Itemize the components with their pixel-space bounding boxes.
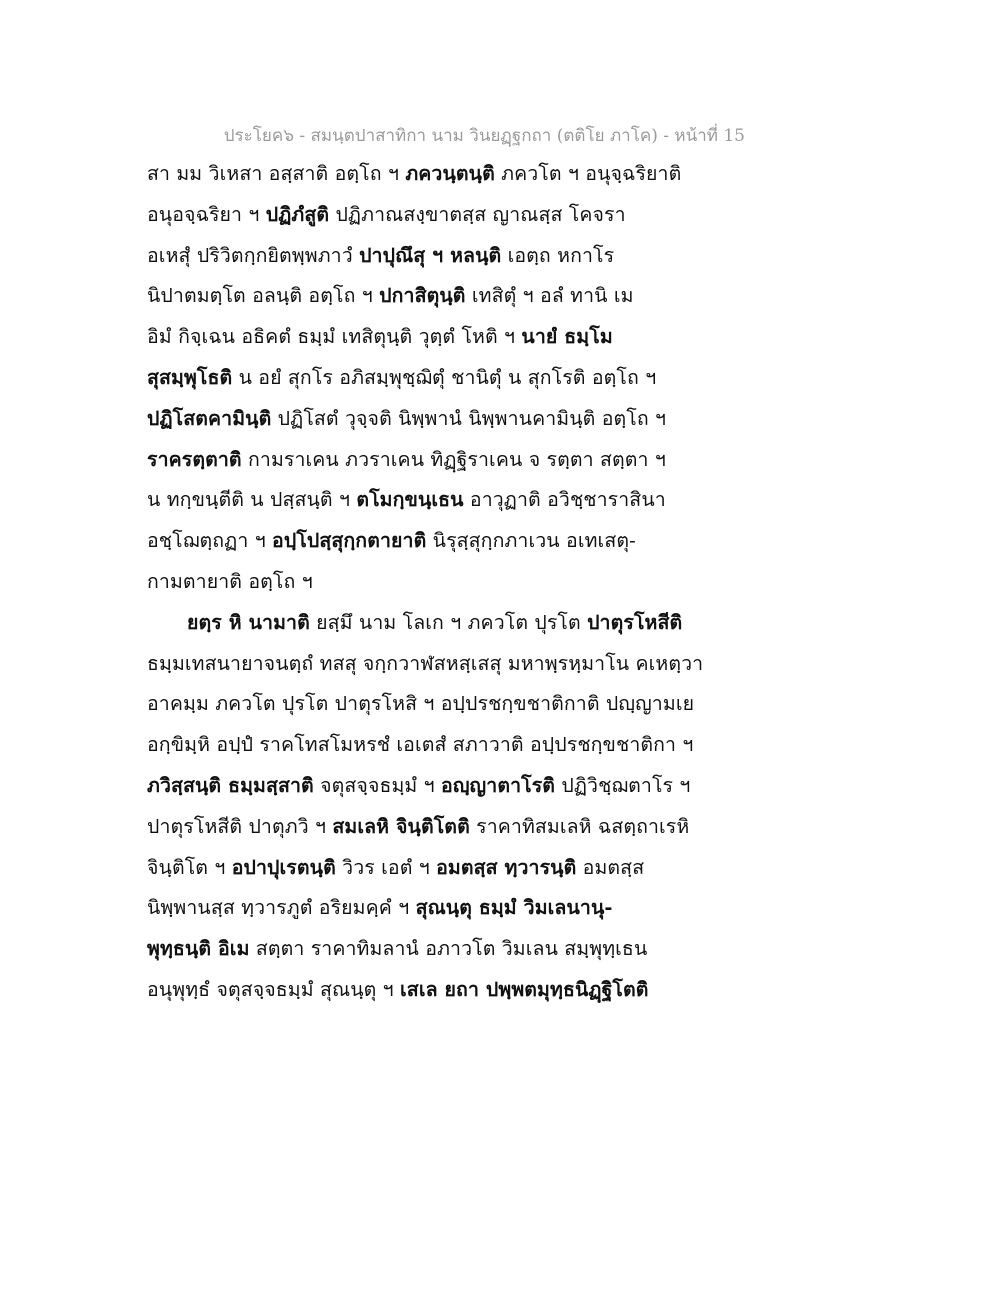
text-line	[147, 648, 707, 689]
text-segment: อนุอจฺฉริยา ฯ	[147, 202, 266, 226]
text-segment: นิปาตมตฺโต อลนฺติ อตฺโถ ฯ	[147, 284, 380, 308]
text-segment: อนุพุทฺธํ จตุสจฺจธมฺมํ สุณนฺตุ ฯ	[147, 977, 401, 1001]
bold-term: นายํ ธมฺโม	[521, 325, 613, 349]
text-line	[147, 280, 707, 321]
text-segment: น อยํ สุกโร อภิสมฺพุชฺฌิตุํ ชานิตุํ น สุกโรติ อตฺโถ ฯ	[232, 365, 657, 389]
text-segment: ธมฺมเทสนายาจนตฺถํ ทสสุ จกฺกวาฬสหสฺเสสุ มหาพฺรหฺมาโน คเหตฺวา	[147, 651, 704, 675]
bold-term: ปาตุรโหสีติ	[587, 610, 683, 634]
text-segment: สา มม วิเหสา อสฺสาติ อตฺโถ ฯ	[147, 162, 406, 185]
text-segment: ปาตุรโหสีติ ปาตุภวิ ฯ	[147, 814, 333, 838]
text-segment: อชฺโฌตฺถฏา ฯ	[147, 529, 273, 553]
bold-term: อปฺโปสฺสุกฺกตายาติ	[272, 529, 427, 553]
text-segment: เอตฺถ หกาโร	[501, 243, 615, 267]
text-line	[147, 688, 707, 729]
bold-term: ราครตฺตาติ	[147, 447, 242, 471]
bold-term: พุทฺธนฺติ อิเม	[147, 937, 250, 961]
text-line	[147, 933, 707, 974]
bold-term: สุสมฺพุโธติ	[147, 365, 233, 389]
page-header: ประโยค๖ - สมนฺตปาสาทิกา นาม วินยฏฺฐกถา (ตติโย ภาโค) - หน้าที่ 15	[223, 126, 745, 146]
text-line	[147, 403, 707, 444]
text-segment: เทสิตุํ ฯ อลํ ทานิ เม	[465, 284, 634, 308]
text-segment: อมตสฺส	[576, 855, 645, 879]
body-text	[147, 158, 707, 1015]
bold-term: ปกาสิตุนฺติ	[379, 284, 466, 308]
text-segment: ปฏิโสตํ วุจฺจติ นิพฺพานํ นิพฺพานคามินฺติ อตฺโถ ฯ	[271, 406, 667, 430]
text-segment: ยสฺมึ นาม โลเก ฯ ภควโต ปุรโต	[309, 610, 588, 634]
text-segment: จินฺติโต ฯ	[147, 855, 232, 879]
text-line	[147, 811, 707, 852]
bold-term: ปฏิภํสูติ	[265, 202, 330, 226]
text-line	[147, 892, 707, 933]
text-line	[147, 199, 707, 240]
text-line	[147, 484, 707, 525]
text-segment: นิรุสฺสุกฺกภาเวน อเทเสตุ-	[426, 529, 636, 553]
bold-term: ตโมกฺขนฺเธน	[356, 488, 464, 512]
text-segment: อาคมฺม ภควโต ปุรโต ปาตุรโหสิ ฯ อปฺปรชกฺขชาติกาติ ปญฺญามเย	[147, 692, 695, 716]
text-segment: ปฏิวิชฺฌตาโร ฯ	[555, 773, 691, 797]
text-line	[147, 607, 707, 648]
text-segment: วิวร เอตํ ฯ	[335, 855, 437, 879]
text-line	[147, 729, 707, 770]
bold-term: อมตสฺส ทฺวารนฺติ	[436, 855, 577, 879]
bold-term: เสเล ยถา ปพฺพตมุทฺธนิฏฺฐิโตติ	[400, 977, 649, 1001]
text-segment: จตุสจฺจธมฺมํ ฯ	[313, 773, 442, 797]
text-line	[147, 240, 707, 281]
text-segment: นิพฺพานสฺส ทฺวารภูตํ อริยมคฺคํ ฯ	[147, 896, 416, 920]
text-line	[147, 770, 707, 811]
bold-term: อปาปุเรตนฺติ	[231, 855, 336, 879]
bold-term: ปฏิโสตคามินฺติ	[147, 406, 272, 430]
text-segment: ภควโต ฯ อนุจฺฉริยาติ	[494, 162, 682, 185]
bold-term: ภวิสฺสนฺติ ธมฺมสฺสาติ	[147, 773, 314, 797]
text-line	[147, 444, 707, 485]
text-line	[147, 362, 707, 403]
text-segment: สตฺตา ราคาทิมลานํ อภาวโต วิมเลน สมฺพุทฺเธน	[249, 937, 648, 961]
text-line	[147, 321, 707, 362]
bold-term: สุณนฺตุ ธมฺมํ วิมเลนานุ-	[415, 896, 613, 920]
bold-term: สมเลหิ จินฺติโตติ	[332, 814, 470, 838]
text-segment: ราคาทิสมเลหิ ฉสตฺถาเรหิ	[469, 814, 690, 838]
bold-term: อญฺญาตาโรติ	[441, 773, 556, 797]
text-segment: กามราเคน ภวราเคน ทิฏฺฐิราเคน จ รตฺตา สตฺตา ฯ	[241, 447, 666, 471]
text-line	[147, 158, 707, 199]
text-line	[147, 974, 707, 1015]
bold-term: ภควนฺตนฺติ	[405, 162, 495, 185]
text-line	[147, 852, 707, 893]
text-segment: อเหสุํ ปริวิตกฺกยิตพฺพภาวํ	[147, 243, 360, 267]
bold-term: ยตฺร หิ นามาติ	[187, 610, 310, 634]
text-line	[147, 566, 707, 607]
text-segment: ปฏิภาณสงฺขาตสฺส ญาณสฺส โคจรา	[329, 202, 626, 226]
text-segment: อิมํ กิจฺเฉน อธิคตํ ธมฺมํ เทสิตุนฺติ วุตฺตํ โหติ ฯ	[147, 325, 522, 349]
bold-term: ปาปุณึสุ ฯ หลนฺติ	[359, 243, 502, 267]
text-segment: น ทกฺขนฺตีติ น ปสฺสนฺติ ฯ	[147, 488, 357, 512]
text-segment: อกฺขิมฺหิ อปฺปํ ราคโทสโมหรชํ เอเตสํ สภาวาติ อปฺปรชกฺขชาติกา ฯ	[147, 733, 694, 757]
text-segment: กามตายาติ อตฺโถ ฯ	[147, 569, 313, 593]
text-line	[147, 525, 707, 566]
text-segment: อาวุฏาติ อวิชฺชาราสินา	[463, 488, 666, 512]
